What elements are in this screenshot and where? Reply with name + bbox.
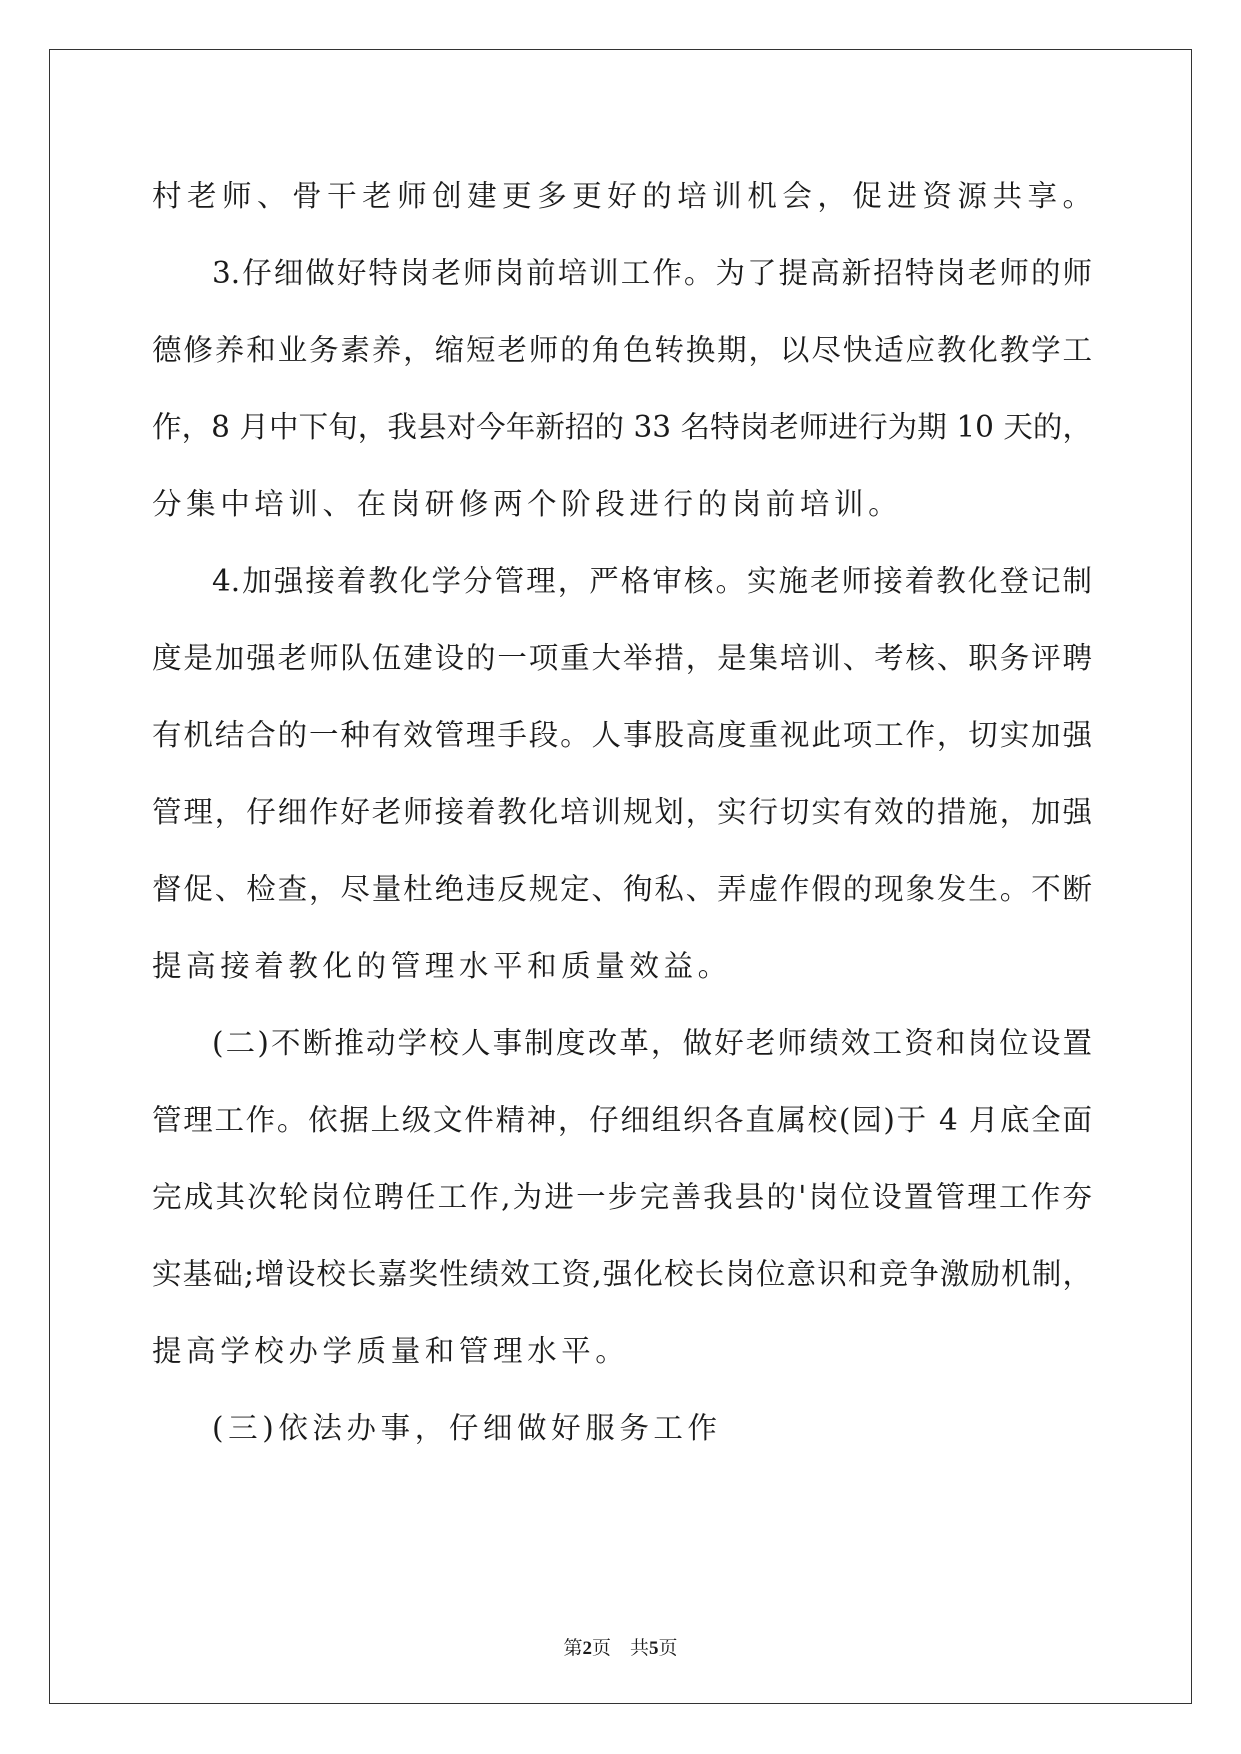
text-line: (三)依法办事，仔细做好服务工作 [212,1411,722,1445]
text-line: 提高接着教化的管理水平和质量效益。 [152,949,732,983]
text-line: 管理，仔细作好老师接着教化培训规划，实行切实有效的措施，加强 [152,795,1092,829]
page-total-number: 5 [649,1638,659,1659]
text-line: 督促、检查，尽量杜绝违反规定、徇私、弄虚作假的现象发生。不断 [152,872,1092,906]
document-body [152,158,1092,1467]
page-current-number: 2 [582,1638,592,1659]
text-line: 管理工作。依据上级文件精神，仔细组织各直属校(园)于 4 月底全面 [152,1103,1092,1137]
page-mid: 页 共 [591,1637,649,1659]
text-line: 度是加强老师队伍建设的一项重大举措，是集培训、考核、职务评聘 [152,641,1092,675]
text-line: 作，8 月中下旬，我县对今年新招的 33 名特岗老师进行为期 10 天的， [152,410,1092,444]
text-line: 实基础;增设校长嘉奖性绩效工资,强化校长岗位意识和竞争激励机制， [152,1257,1092,1291]
text-line: (二)不断推动学校人事制度改革，做好老师绩效工资和岗位设置 [212,1026,1092,1060]
text-line: 3.仔细做好特岗老师岗前培训工作。为了提高新招特岗老师的师 [212,256,1092,290]
text-line: 完成其次轮岗位聘任工作,为进一步完善我县的'岗位设置管理工作夯 [152,1180,1092,1214]
page-footer [0,1636,1241,1661]
text-line: 4.加强接着教化学分管理，严格审核。实施老师接着教化登记制 [212,564,1092,598]
page-suffix: 页 [658,1637,678,1659]
text-line: 有机结合的一种有效管理手段。人事股高度重视此项工作，切实加强 [152,718,1092,752]
text-line: 村老师、骨干老师创建更多更好的培训机会，促进资源共享。 [152,179,1092,213]
text-line: 分集中培训、在岗研修两个阶段进行的岗前培训。 [152,487,903,521]
text-line: 提高学校办学质量和管理水平。 [152,1334,630,1368]
text-line: 德修养和业务素养，缩短老师的角色转换期，以尽快适应教化教学工 [152,333,1092,367]
page-prefix: 第 [563,1637,583,1659]
